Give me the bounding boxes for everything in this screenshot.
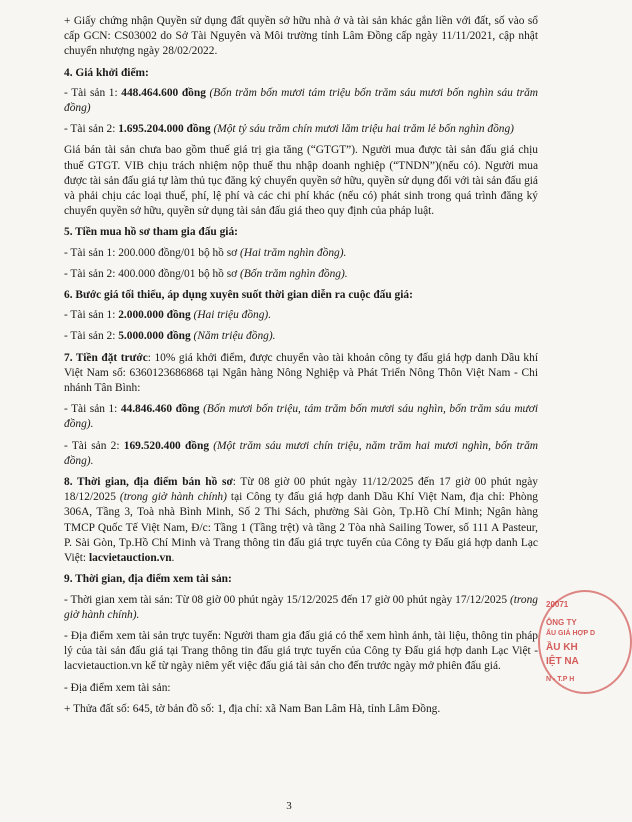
asset-amount: 448.464.600 đồng xyxy=(121,86,206,99)
section-4-asset-2 xyxy=(64,122,538,137)
section-9-viewing-location: - Địa điểm xem tài sản: xyxy=(64,681,171,694)
section-5-asset-1 xyxy=(64,246,538,261)
asset-label: - Tài sản 2: xyxy=(64,123,119,136)
auction-website-link[interactable]: lacvietauction.vn xyxy=(88,552,172,565)
viewing-time-text: - Thời gian xem tài sản: Từ 08 giờ 00 phút ngày 15/12/2025 đến 17 giờ 00 phút ngày 17/12/2025 xyxy=(64,593,510,606)
section-6-asset-1 xyxy=(64,308,538,323)
section-4-asset-1 xyxy=(64,86,538,116)
section-9-online-viewing: - Địa điểm xem tài sản trực tuyến: Người tham gia đấu giá có thể xem hình ảnh, tài liệu, thông tin pháp lý của tài sản đấu giá tại Trang thông tin đấu giá trực tuyến của Công ty Đấu giá hợp danh Lạc Việt - lacvietauction.vn kể từ ngày niêm yết việc đấu giá tài sản cho đến trước ngày mở phiên đấu giá. xyxy=(64,629,538,673)
asset-amount: 1.695.204.000 đồng xyxy=(118,123,211,136)
asset-label: - Tài sản 2: xyxy=(64,330,119,343)
amount-in-words: (Bốn trăm nghìn đồng). xyxy=(240,267,348,280)
section-8-paragraph xyxy=(64,475,538,566)
section-5-asset-2 xyxy=(64,267,538,282)
amount-in-words: (Bốn trăm bốn mươi tám triệu bốn trăm sáu mươi bốn nghìn sáu trăm đồng) xyxy=(64,86,538,115)
section-7-asset-1 xyxy=(64,402,538,432)
section-4-tax-note: Giá bán tài sản chưa bao gồm thuế giá trị gia tăng (“GTGT”). Người mua được tài sản đấu giá chịu thuế GTGT. VIB chịu trách nhiệm nộp thuế thu nhập doanh nghiệp (“TNDN”)(nếu có). Người mua được tài sản đấu giá tự làm thủ tục đăng ký chuyển quyền sở hữu, quyền sử dụng đối với tài sản đấu giá và phải chịu các loại thuế, phí, lệ phí và các chi phí khác (nếu có) phát sinh trong quá trình đăng ký chuyển quyền sở hữu, quyền sử dụng tài sản đấu giá theo quy định của pháp luật. xyxy=(64,144,538,218)
fee-text: - Tài sản 1: 200.000 đồng/01 bộ hồ sơ xyxy=(64,246,241,259)
amount-in-words: (Năm triệu đồng). xyxy=(190,330,276,343)
section-9-viewing-time xyxy=(64,593,538,623)
stamp-text: N - T.P H xyxy=(546,676,575,683)
asset-label: - Tài sản 2: xyxy=(64,439,124,452)
amount-in-words: (Hai triệu đồng). xyxy=(190,309,272,322)
amount-in-words: (Một trăm sáu mươi chín triệu, năm trăm hai mươi nghìn, bốn trăm đồng). xyxy=(64,439,538,467)
asset-label: - Tài sản 1: xyxy=(64,403,121,416)
deposit-text: : 10% giá khởi điểm, được chuyển vào tài khoản công ty đấu giá hợp danh Dầu khí Việt Nam số: 6360123686868 tại Ngân hàng Nông Nghiệp và Phát Triển Nông Thôn Việt Nam - Chi nhánh Tân Bình: xyxy=(64,351,538,395)
section-7-heading: 7. Tiền đặt trước xyxy=(64,351,148,364)
sale-location-text: tại Công ty đấu giá hợp danh Dầu Khí Việt Nam, địa chỉ: Phòng 306A, Tầng 3, Toà nhà Bình Minh, Số 2 Thi Sách, phường Sài Gòn, Tp.Hồ Chí Minh; Ngân hàng TMCP Quốc Tế Việt Nam, Đ/c: Tầng 1 (Tầng trệt) và tầng 2 Tòa nhà Sailing Tower, số 111 A Pasteur, P. Sài Gòn, Tp.Hồ Chí Minh và Trang thông tin đấu giá trực tuyến của Công ty Đấu giá hợp danh Lạc Việt: xyxy=(64,491,538,565)
section-6-asset-2 xyxy=(64,329,538,344)
stamp-text: IỆT NA xyxy=(546,656,579,667)
stamp-text: 20071 xyxy=(546,600,569,609)
asset-label: - Tài sản 1: xyxy=(64,86,122,99)
section-9-land-plot: + Thửa đất số: 645, tờ bản đồ số: 1, địa chỉ: xã Nam Ban Lâm Hà, tỉnh Lâm Đồng. xyxy=(64,702,441,715)
section-9-heading: 9. Thời gian, địa điểm xem tài sản: xyxy=(64,573,232,586)
asset-amount: 2.000.000 đồng xyxy=(118,309,191,322)
stamp-text: ẤU GIÁ HỢP D xyxy=(546,630,596,637)
section-8-heading: 8. Thời gian, địa điểm bán hồ sơ xyxy=(64,476,233,489)
section-7-paragraph xyxy=(64,351,538,397)
red-seal-stamp xyxy=(538,590,632,694)
period: . xyxy=(171,552,175,565)
page-number: 3 xyxy=(286,800,292,812)
asset-amount: 5.000.000 đồng xyxy=(118,330,191,343)
amount-in-words: (Một tỷ sáu trăm chín mươi lăm triệu hai trăm lẻ bốn nghìn đồng) xyxy=(210,123,514,136)
office-hours-note: (trong giờ hành chính) xyxy=(119,491,227,504)
amount-in-words: (Bốn mươi bốn triệu, tám trăm bốn mươi sáu nghìn, bốn trăm sáu mươi đồng). xyxy=(64,403,538,431)
office-hours-note: (trong giờ hành chính). xyxy=(64,593,538,621)
amount-in-words: (Hai trăm nghìn đồng). xyxy=(240,246,347,259)
sale-time-text: : Từ 08 giờ 00 phút ngày 11/12/2025 đến 17 giờ 00 phút ngày 18/12/2025 xyxy=(64,476,538,504)
certificate-paragraph: + Giấy chứng nhận Quyền sử dụng đất quyền sở hữu nhà ở và tài sản khác gắn liền với đất, số vào sổ cấp GCN: CS03002 do Sở Tài Nguyên và Môi trường tỉnh Lâm Đồng cấp ngày 11/11/2021, cập nhật chuyển nhượng ngày 28/02/2022. xyxy=(64,15,538,58)
asset-label: - Tài sản 1: xyxy=(64,309,119,322)
asset-amount: 44.846.460 đồng xyxy=(120,403,200,416)
section-5-heading: 5. Tiền mua hồ sơ tham gia đấu giá: xyxy=(64,226,238,239)
section-6-heading: 6. Bước giá tối thiểu, áp dụng xuyên suốt thời gian diễn ra cuộc đấu giá: xyxy=(64,289,413,302)
section-7-asset-2 xyxy=(64,439,538,469)
fee-text: - Tài sản 2: 400.000 đồng/01 bộ hồ sơ xyxy=(64,267,241,280)
stamp-text: ÔNG TY xyxy=(546,618,577,627)
asset-amount: 169.520.400 đồng xyxy=(123,439,210,452)
stamp-text: ẦU KH xyxy=(546,642,578,653)
section-4-heading: 4. Giá khởi điểm: xyxy=(64,66,149,79)
